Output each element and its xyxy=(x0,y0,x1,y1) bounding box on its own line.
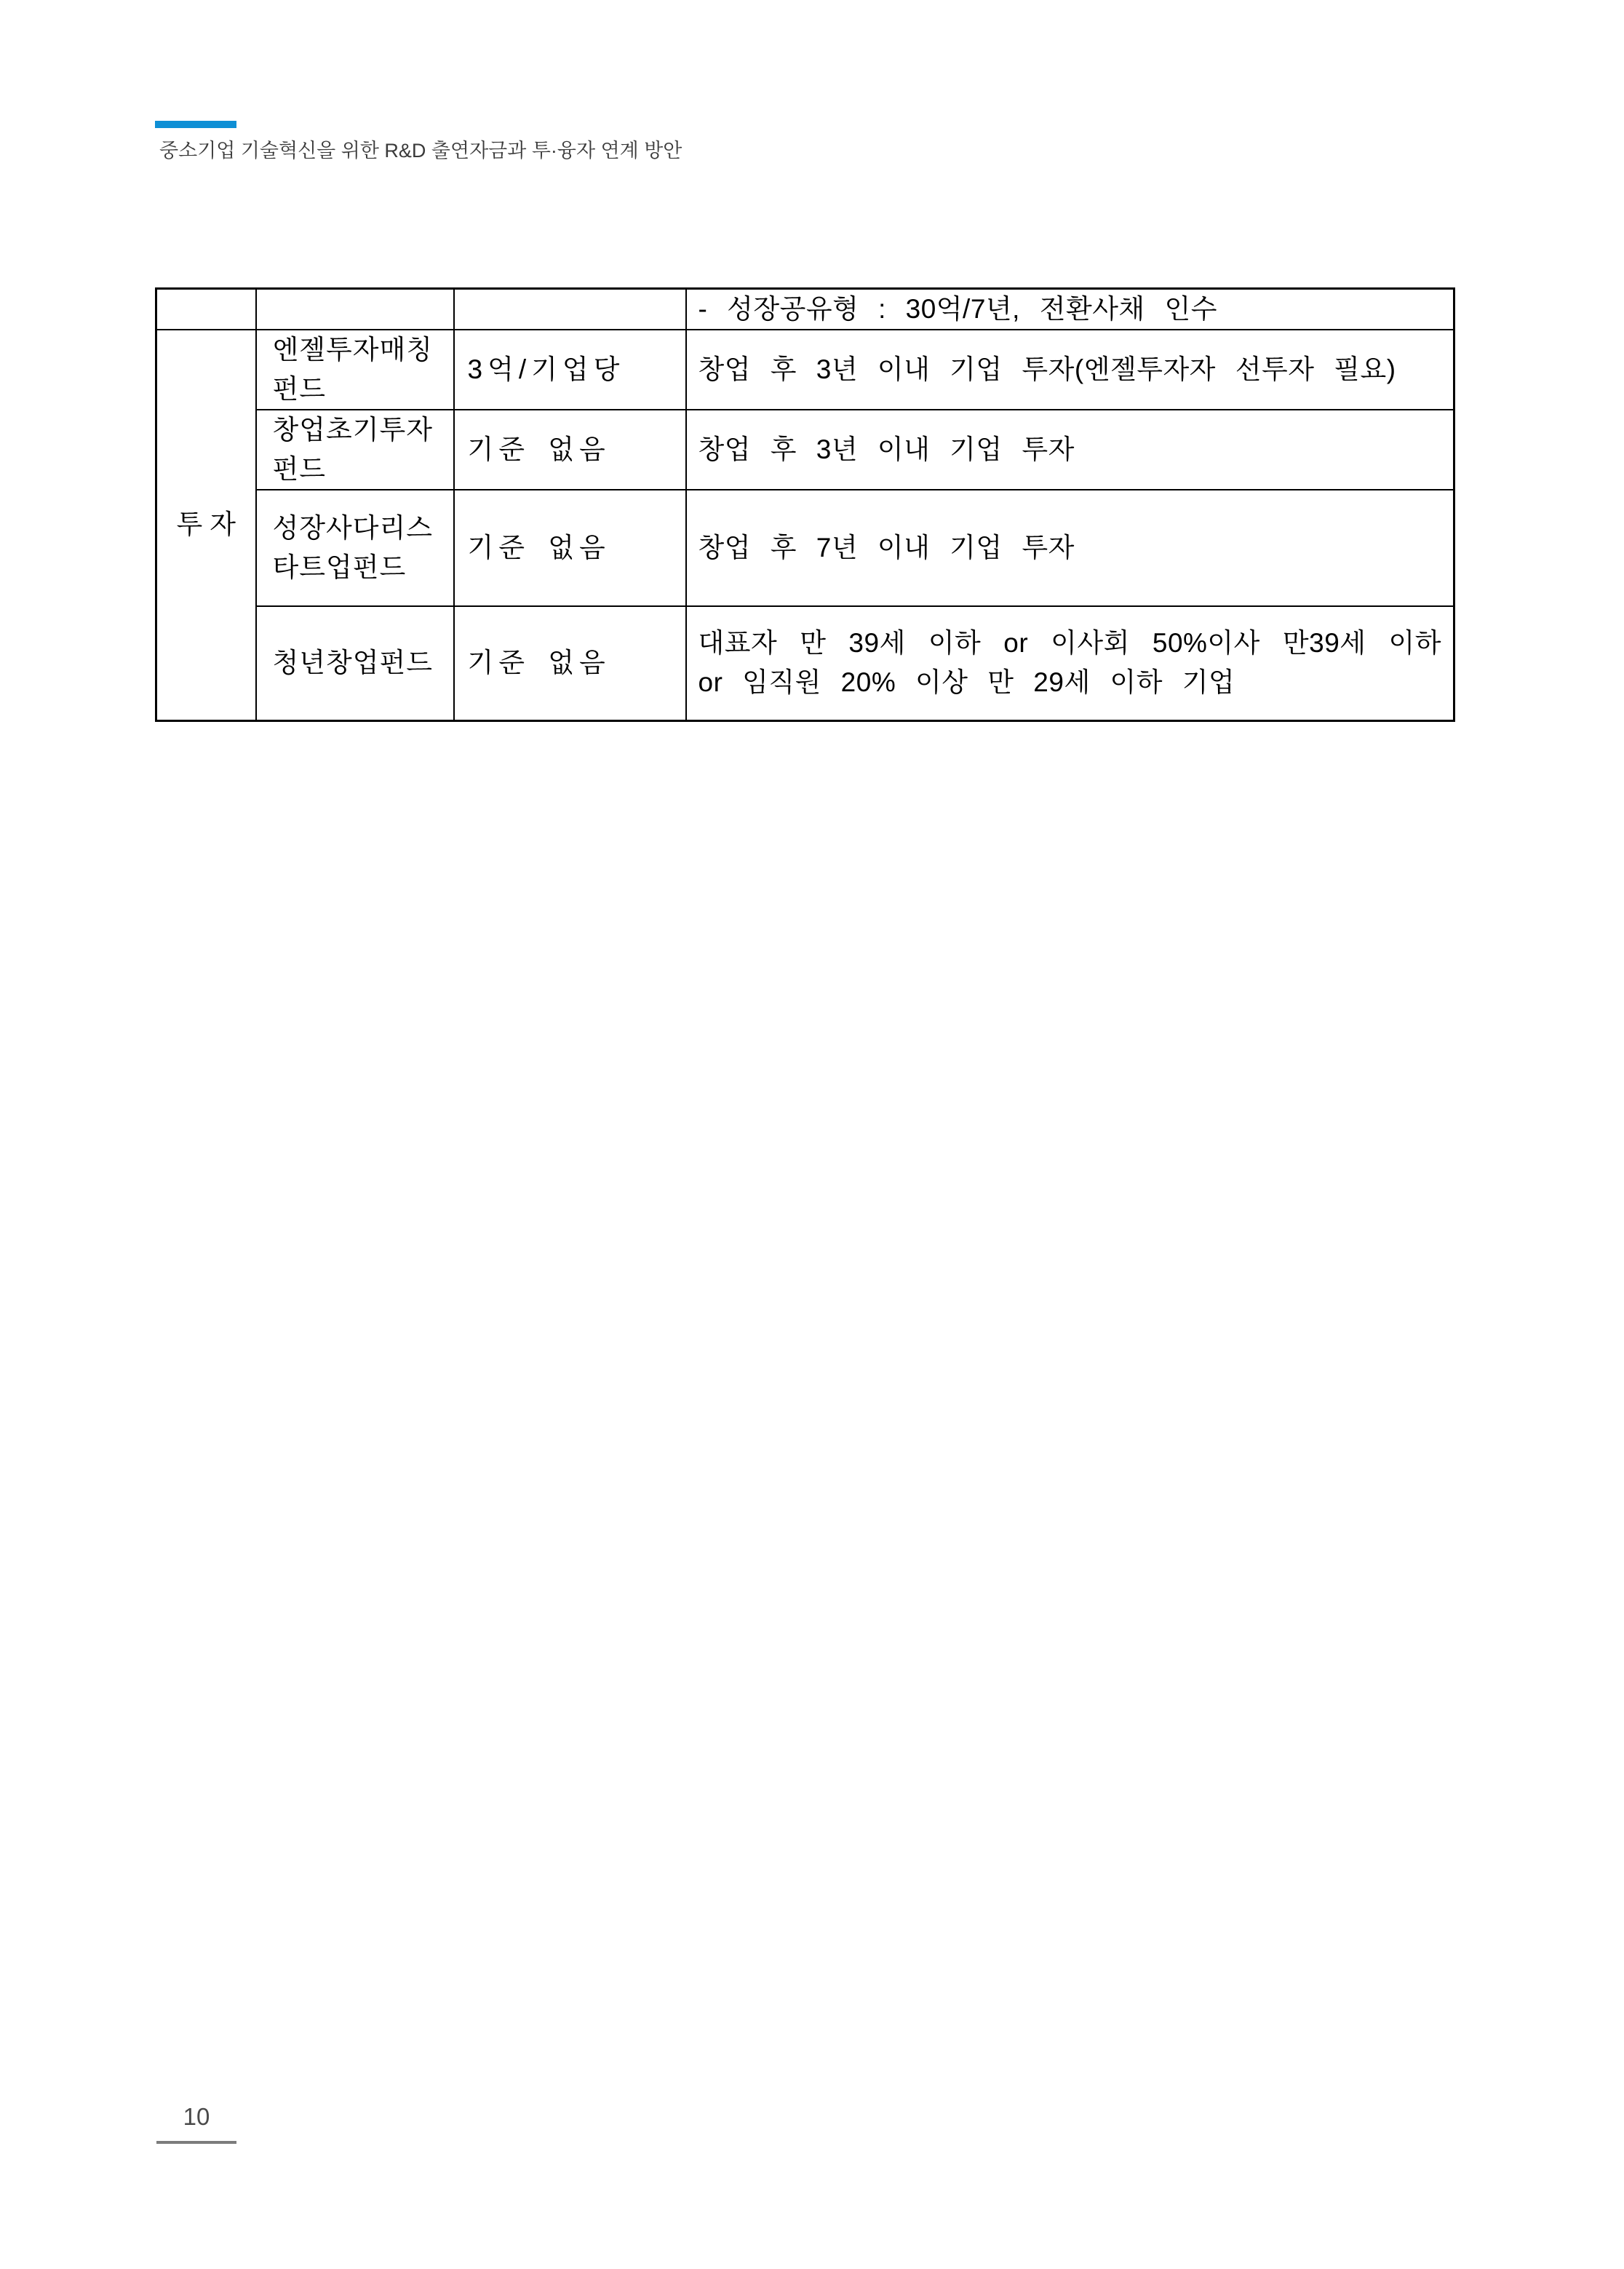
table-row xyxy=(156,410,1454,490)
limit-cell: 기준 없음 xyxy=(454,490,686,606)
table-row xyxy=(156,606,1454,720)
limit-cell: 기준 없음 xyxy=(454,606,686,720)
fund-table-container xyxy=(155,287,1453,722)
category-cell-investment: 투자 xyxy=(156,330,256,720)
table-row xyxy=(156,490,1454,606)
criteria-cell: 창업 후 7년 이내 기업 투자 xyxy=(686,490,1454,606)
empty-cell xyxy=(256,289,454,330)
fund-table xyxy=(155,287,1455,722)
running-head-title: 중소기업 기술혁신을 위한 R&D 출연자금과 투·융자 연계 방안 xyxy=(159,140,682,162)
fund-name-cell: 성장사다리스타트업펀드 xyxy=(256,490,454,606)
limit-cell: 기준 없음 xyxy=(454,410,686,490)
continuation-note-cell: - 성장공유형 : 30억/7년, 전환사채 인수 xyxy=(686,289,1454,330)
accent-bar xyxy=(155,121,236,128)
empty-cell xyxy=(156,289,256,330)
criteria-cell: 창업 후 3년 이내 기업 투자(엔젤투자자 선투자 필요) xyxy=(686,330,1454,410)
limit-cell: 3억/기업당 xyxy=(454,330,686,410)
fund-name-cell: 창업초기투자펀드 xyxy=(256,410,454,490)
criteria-cell: 창업 후 3년 이내 기업 투자 xyxy=(686,410,1454,490)
fund-name-cell: 청년창업펀드 xyxy=(256,606,454,720)
table-row xyxy=(156,330,1454,410)
table-row-continuation xyxy=(156,289,1454,330)
footer-rule xyxy=(156,2141,236,2144)
empty-cell xyxy=(454,289,686,330)
criteria-cell: 대표자 만 39세 이하 or 이사회 50%이사 만39세 이하 or 임직원 20% 이상 만 29세 이하 기업 xyxy=(686,606,1454,720)
page-number: 10 xyxy=(183,2103,210,2130)
fund-name-cell: 엔젤투자매칭펀드 xyxy=(256,330,454,410)
